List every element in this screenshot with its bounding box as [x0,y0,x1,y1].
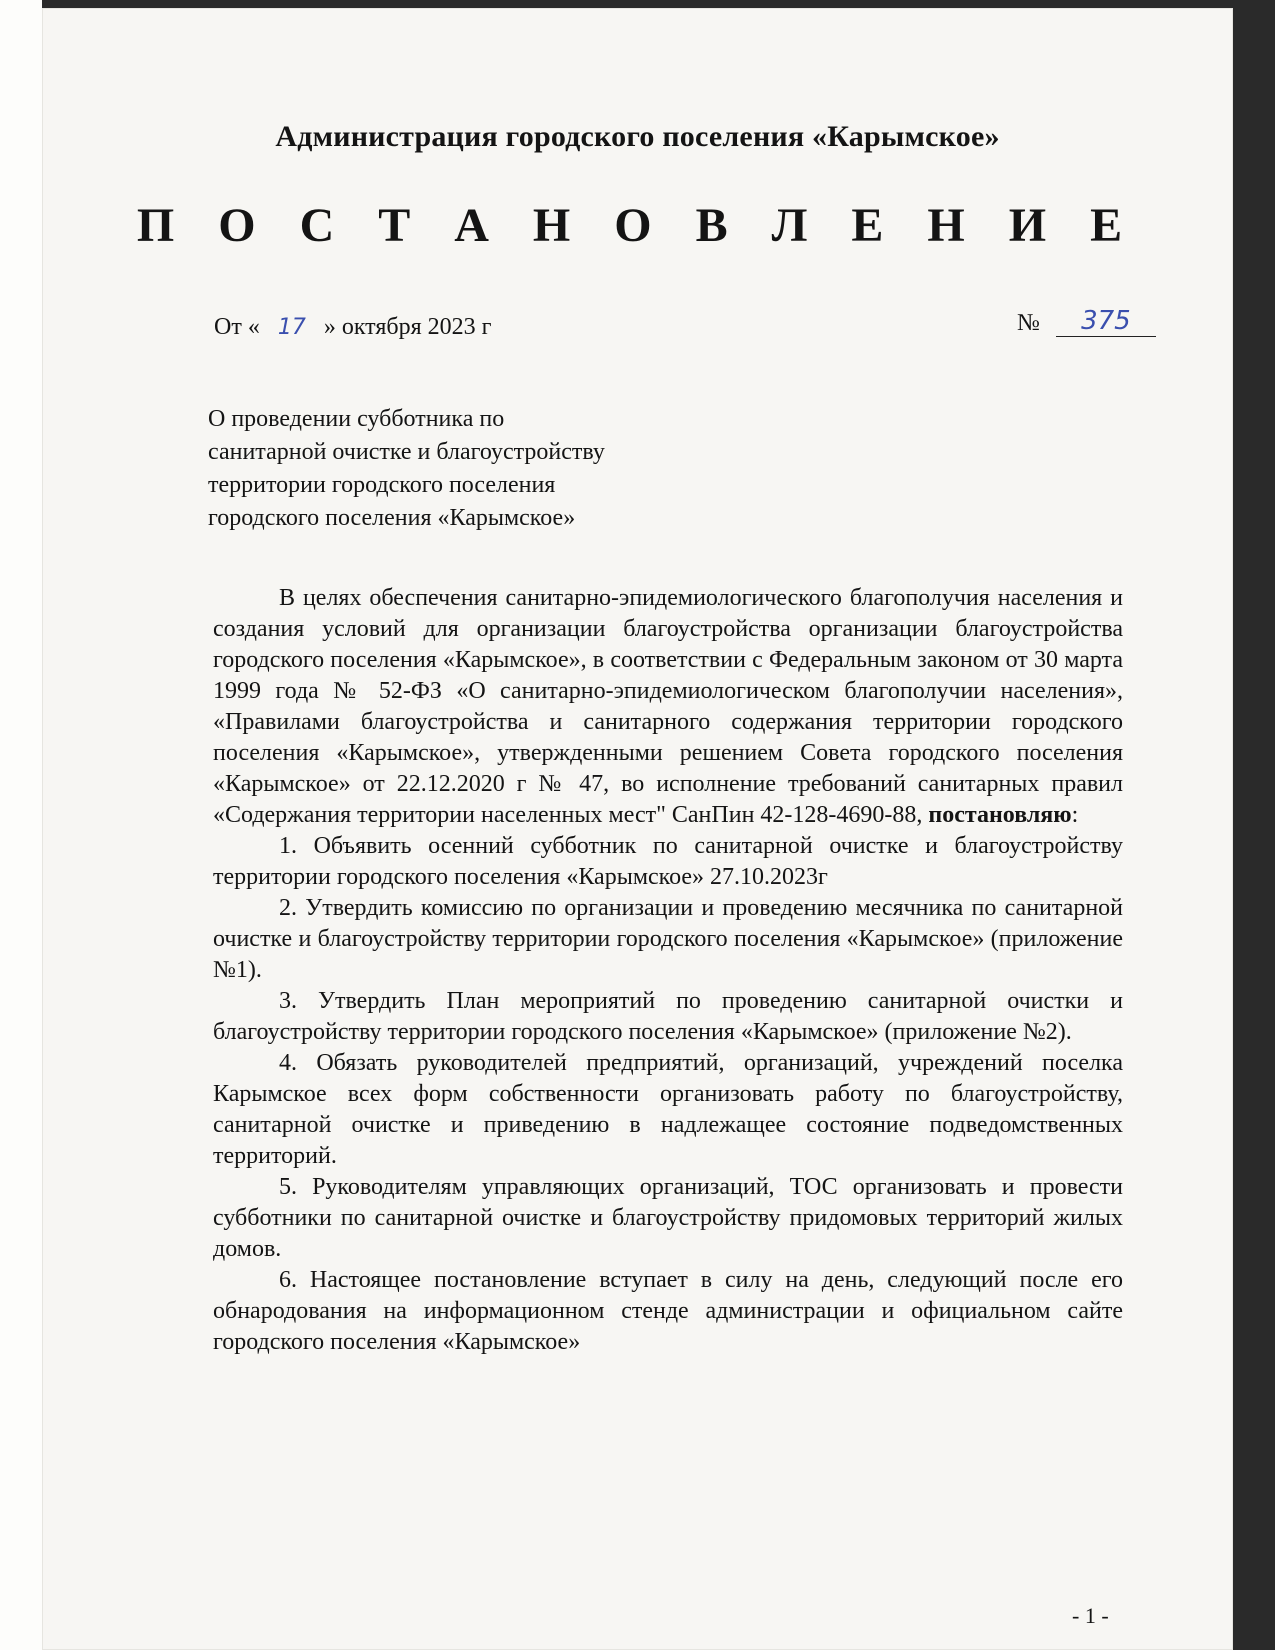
page-number: - 1 - [1072,1603,1109,1628]
resolve-colon: : [1071,802,1079,828]
document-number-line [1017,306,1156,337]
handwritten-number: 375 [1081,306,1131,336]
scan-top-border [42,0,1233,8]
subject-line: О проведении субботника по [208,406,505,432]
resolution-item: 4. Обязать руководителей предприятий, организаций, учреждений поселка Карымское всех форм собственности организовать работу по благоустройству, санитарной очистке и приведению в надлежащее состояние подведомственных территорий. [213,1050,1123,1169]
subject-line: городского поселения «Карымское» [208,505,576,531]
organization-title: Администрация городского поселения «Карымское» [275,120,1000,153]
subject-line: санитарной очистке и благоустройству [208,439,605,465]
date-prefix: От « [214,314,260,340]
document-type-heading: П О С Т А Н О В Л Е Н И Е [136,199,1139,252]
resolve-word: постановляю [928,802,1072,828]
document-body [213,583,1123,1358]
scan-left-margin [0,0,42,1650]
document-page [42,8,1233,1650]
number-sign: № [1017,310,1040,336]
resolution-item: 3. Утвердить План мероприятий по проведению санитарной очистки и благоустройству территории городского поселения «Карымское» (приложение №2). [213,988,1123,1045]
scan-right-border [1233,0,1275,1650]
resolution-item: 1. Объявить осенний субботник по санитарной очистке и благоустройству территории городского поселения «Карымское» 27.10.2023г [213,833,1123,890]
number-blank [1056,306,1156,337]
subject-line: территории городского поселения [208,472,556,498]
document-subject [208,403,708,535]
resolution-item: 6. Настоящее постановление вступает в силу на день, следующий после его обнародования на информационном стенде администрации и официальном сайте городского поселения «Карымское» [213,1267,1123,1355]
preamble-paragraph [213,583,1123,831]
preamble-text: В целях обеспечения санитарно-эпидемиологического благополучия населения и создания условий для организации благоустройства организации благоустройства городского поселения «Карымское», в соответствии с Федеральным законом от 30 марта 1999 года № 52-ФЗ «О санитарно-эпидемиологическом благополучии населения», «Правилами благоустройства и санитарного содержания территории городского поселения «Карымское», утвержденными решением Совета городского поселения «Карымское» от 22.12.2020 г № 47, во исполнение требований санитарных правил «Содержания территории населенных мест" СанПин 42-128-4690-88, [213,585,1123,828]
date-suffix: » октября 2023 г [323,314,492,340]
date-line [214,314,491,341]
handwritten-day: 17 [277,315,306,340]
resolution-item: 5. Руководителям управляющих организаций, ТОС организовать и провести субботники по санитарной очистке и благоустройству придомовых территорий жилых домов. [213,1174,1123,1262]
resolution-item: 2. Утвердить комиссию по организации и проведению месячника по санитарной очистке и благоустройству территории городского поселения «Карымское» (приложение №1). [213,895,1123,983]
